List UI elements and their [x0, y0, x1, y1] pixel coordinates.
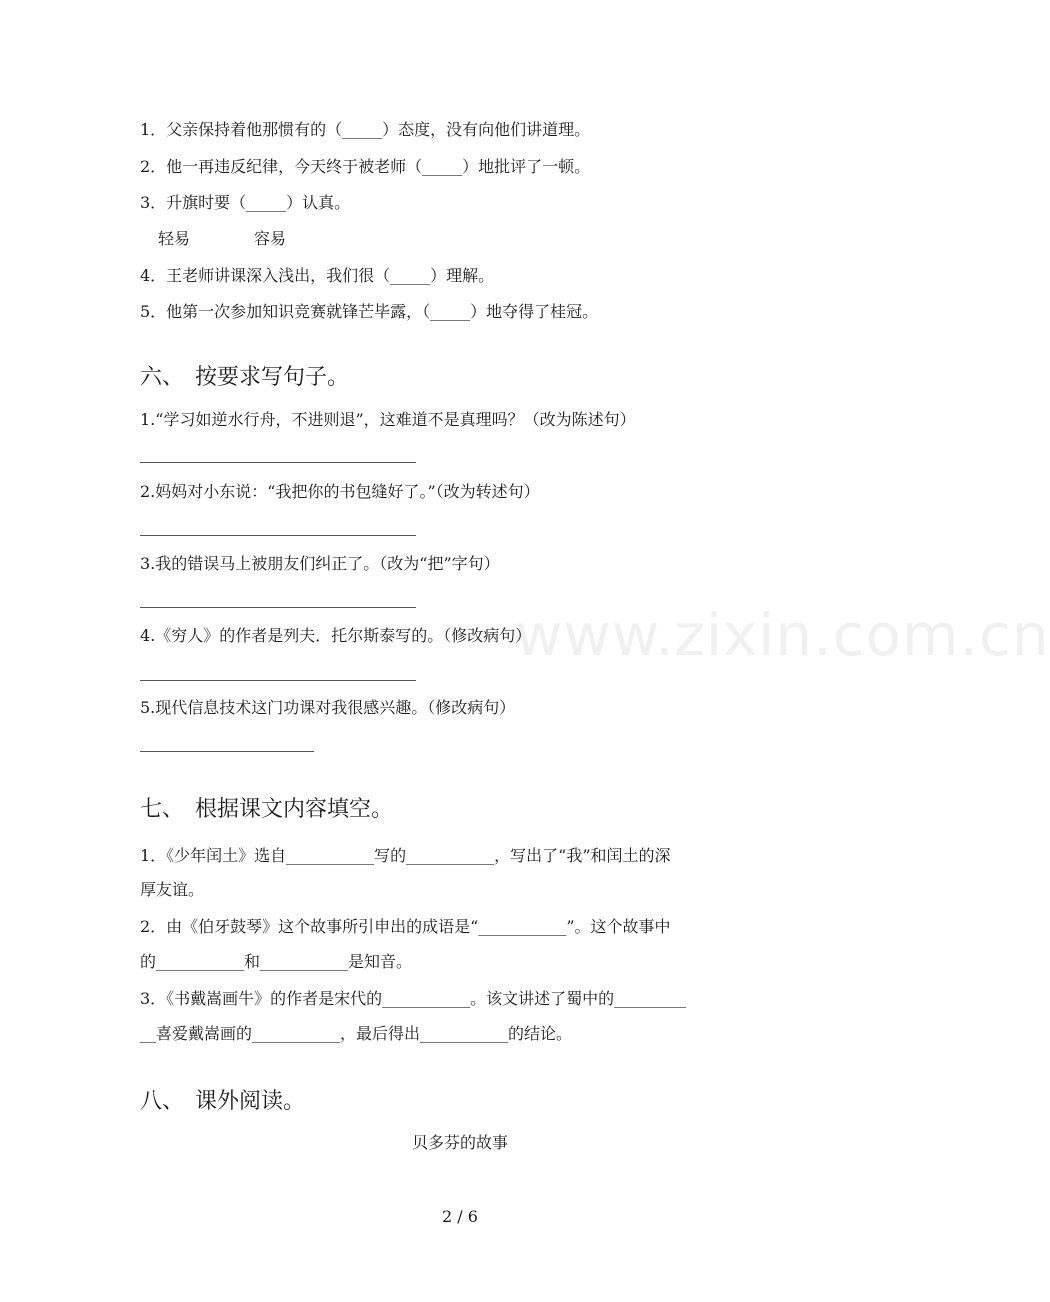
sentence-task-5: 5.现代信息技术这门功课对我很感兴趣。（修改病句） — [140, 698, 516, 717]
answer-line-5 — [140, 751, 314, 752]
section-6-heading: 六、 按要求写句子。 — [140, 365, 350, 390]
recall-line-3: 2．由《伯牙鼓琴》这个故事所引申出的成语是“___________”。这个故事中 — [140, 917, 671, 936]
section-8-heading: 八、 课外阅读。 — [140, 1089, 306, 1114]
answer-line-1 — [140, 462, 416, 463]
fill-in-item-4: 4．王老师讲课深入浅出，我们很（_____）理解。 — [140, 266, 495, 285]
recall-line-1: 1．《少年闰土》选自___________写的___________，写出了“我”和闰土的深 — [140, 846, 671, 865]
fill-in-item-1: 1．父亲保持着他那惯有的（_____）态度，没有向他们讲道理。 — [140, 120, 591, 139]
watermark: www.zixin.com.cn — [515, 601, 1050, 669]
answer-line-3 — [140, 607, 416, 608]
recall-line-2: 厚友谊。 — [140, 880, 205, 899]
sentence-task-1: 1.“学习如逆水行舟，不进则退”，这难道不是真理吗？（改为陈述句） — [140, 410, 636, 429]
answer-line-2 — [140, 535, 416, 536]
recall-line-4: 的___________和___________是知音。 — [140, 952, 413, 971]
recall-line-6: __喜爱戴嵩画的___________，最后得出___________的结论。 — [140, 1024, 573, 1043]
word-choices: 轻易 容易 — [158, 229, 287, 248]
story-title: 贝多芬的故事 — [411, 1133, 508, 1152]
answer-line-4 — [140, 680, 416, 681]
fill-in-item-3: 3．升旗时要（_____）认真。 — [140, 193, 351, 212]
fill-in-item-2: 2．他一再违反纪律，今天终于被老师（_____）地批评了一顿。 — [140, 157, 591, 176]
sentence-task-3: 3.我的错误马上被朋友们纠正了。（改为“把”字句） — [140, 554, 500, 573]
sentence-task-2: 2.妈妈对小东说：“我把你的书包缝好了。”（改为转述句） — [140, 482, 540, 501]
page-number: 2 / 6 — [442, 1207, 478, 1226]
section-7-heading: 七、 根据课文内容填空。 — [140, 797, 394, 822]
fill-in-item-5: 5．他第一次参加知识竞赛就锋芒毕露，（_____）地夺得了桂冠。 — [140, 302, 599, 321]
sentence-task-4: 4.《穷人》的作者是列夫．托尔斯泰写的。（修改病句） — [140, 626, 532, 645]
recall-line-5: 3．《书戴嵩画牛》的作者是宋代的___________。该文讲述了蜀中的_________ — [140, 989, 687, 1008]
